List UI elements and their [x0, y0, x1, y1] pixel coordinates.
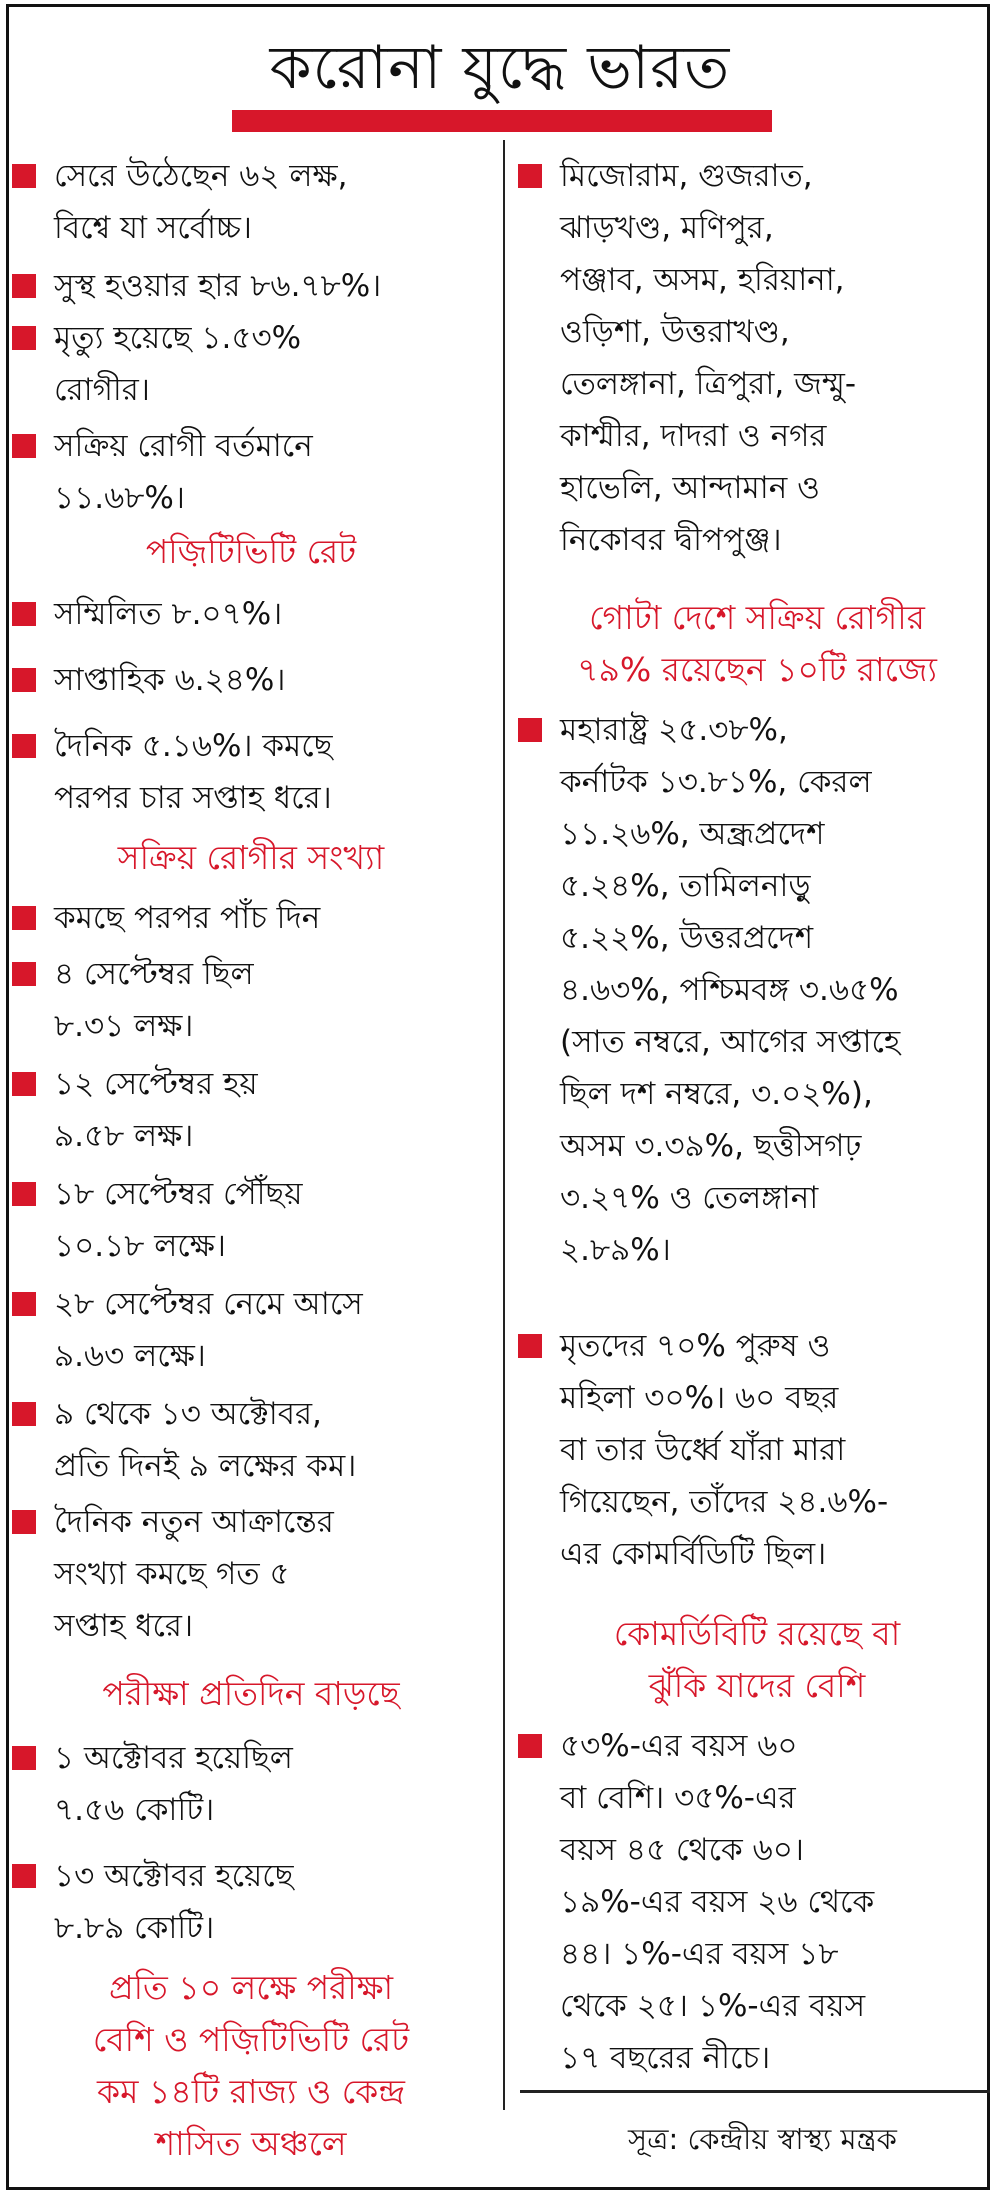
- source-credit: সূত্র: কেন্দ্রীয় স্বাস্থ্য মন্ত্রক: [628, 2122, 897, 2156]
- bullet-square: [518, 1734, 542, 1758]
- bullet-square: [518, 718, 542, 742]
- list-item-text: সক্রিয় রোগী বর্তমানে ১১.৬৮%।: [54, 428, 313, 516]
- list-item-text: মৃত্যু হয়েছে ১.৫৩% রোগীর।: [54, 320, 302, 408]
- section-heading-positivity-rate: পজ়িটিভিটি রেট: [145, 532, 357, 571]
- bullet-square: [12, 274, 36, 298]
- bullet-square: [12, 962, 36, 986]
- list-item-text: সুস্থ হওয়ার হার ৮৬.৭৮%।: [54, 268, 382, 304]
- bullet-square: [12, 164, 36, 188]
- list-item-text: দৈনিক নতুন আক্রান্তের সংখ্যা কমছে গত ৫ সপ্তাহ ধরে।: [54, 1504, 334, 1644]
- list-item-text: সম্মিলিত ৮.০৭%।: [54, 596, 283, 632]
- bullet-square: [12, 326, 36, 350]
- source-divider: [520, 2090, 990, 2093]
- list-item-text: ৪ সেপ্টেম্বর ছিল ৮.৩১ লক্ষ।: [54, 956, 254, 1044]
- bullet-square: [12, 1182, 36, 1206]
- bullet-square: [12, 1864, 36, 1888]
- list-item-text: ৫৩%-এর বয়স ৬০ বা বেশি। ৩৫%-এর বয়স ৪৫ থেকে ৬০। ১৯%-এর বয়স ২৬ থেকে ৪৪। ১%-এর বয়স ১৮ থেকে ২৫। ১%-এর বয়স ১৭ বছরের নীচে।: [560, 1728, 875, 2076]
- list-item-text: ১৮ সেপ্টেম্বর পৌঁছয় ১০.১৮ লক্ষে।: [54, 1176, 303, 1264]
- right-column: [518, 142, 996, 2092]
- section-heading-tests: পরীক্ষা প্রতিদিন বাড়ছে: [102, 1674, 400, 1713]
- list-item-text: মহারাষ্ট্র ২৫.৩৮%, কর্নাটক ১৩.৮১%, কেরল ১১.২৬%, অন্ধ্রপ্রদেশ ৫.২৪%, তামিলনাড়ু ৫.২২%, উত্তরপ্রদেশ ৪.৬৩%, পশ্চিমবঙ্গ ৩.৬৫% (সাত নম্বরে, আগের সপ্তাহে ছিল দশ নম্বরে, ৩.০২%), অসম ৩.৩৯%, ছত্তীসগঢ় ৩.২৭% ও তেলঙ্গানা ২.৮৯%।: [560, 712, 901, 1268]
- column-divider: [503, 140, 505, 2110]
- bullet-square: [12, 1072, 36, 1096]
- bullet-square: [12, 1292, 36, 1316]
- left-column: [12, 142, 490, 2192]
- list-item-text: দৈনিক ৫.১৬%। কমছে পরপর চার সপ্তাহ ধরে।: [54, 728, 333, 816]
- bullet-square: [12, 434, 36, 458]
- list-item-text: ১৩ অক্টোবর হয়েছে ৮.৮৯ কোটি।: [54, 1858, 294, 1946]
- section-heading-ten-states: গোটা দেশে সক্রিয় রোগীর ৭৯% রয়েছেন ১০টি রাজ্যে: [577, 598, 937, 689]
- list-item-text: ২৮ সেপ্টেম্বর নেমে আসে ৯.৬৩ লক্ষে।: [54, 1286, 363, 1374]
- bullet-square: [12, 668, 36, 692]
- list-item-text: কমছে পরপর পাঁচ দিন: [54, 900, 321, 936]
- bullet-square: [12, 906, 36, 930]
- list-item-text: সেরে উঠেছেন ৬২ লক্ষ, বিশ্বে যা সর্বোচ্চ।: [54, 158, 348, 246]
- list-item-text: মিজোরাম, গুজরাত, ঝাড়খণ্ড, মণিপুর, পঞ্জাব, অসম, হরিয়ানা, ওড়িশা, উত্তরাখণ্ড, তেলঙ্গানা, ত্রিপুরা, জম্মু- কাশ্মীর, দাদরা ও নগর হাভেলি, আন্দামান ও নিকোবর দ্বীপপুঞ্জ।: [560, 158, 857, 558]
- page-title: করোনা যুদ্ধে ভারত: [269, 33, 731, 103]
- section-heading-states-low-positivity: প্রতি ১০ লক্ষে পরীক্ষা বেশি ও পজ়িটিভিটি রেট কম ১৪টি রাজ্য ও কেন্দ্র শাসিত অঞ্চলে: [92, 1968, 410, 2163]
- bullet-square: [12, 1746, 36, 1770]
- title-underline-bar: [232, 110, 772, 132]
- bullet-square: [12, 1510, 36, 1534]
- bullet-square: [12, 734, 36, 758]
- bullet-square: [518, 164, 542, 188]
- list-item-text: ১২ সেপ্টেম্বর হয় ৯.৫৮ লক্ষ।: [54, 1066, 258, 1154]
- list-item-text: ১ অক্টোবর হয়েছিল ৭.৫৬ কোটি।: [54, 1740, 293, 1828]
- list-item-text: ৯ থেকে ১৩ অক্টোবর, প্রতি দিনই ৯ লক্ষের কম।: [54, 1396, 357, 1484]
- bullet-square: [12, 602, 36, 626]
- section-heading-comorbidity: কোমর্ডিবিটি রয়েছে বা ঝুঁকি যাদের বেশি: [613, 1614, 901, 1705]
- list-item-text: মৃতদের ৭০% পুরুষ ও মহিলা ৩০%। ৬০ বছর বা তার উর্ধ্বে যাঁরা মারা গিয়েছেন, তাঁদের ২৪.৬%- এর কোমর্বিডিটি ছিল।: [560, 1328, 889, 1572]
- bullet-square: [12, 1402, 36, 1426]
- bullet-square: [518, 1334, 542, 1358]
- list-item-text: সাপ্তাহিক ৬.২৪%।: [54, 662, 286, 698]
- section-heading-active-patients: সক্রিয় রোগীর সংখ্যা: [117, 838, 385, 877]
